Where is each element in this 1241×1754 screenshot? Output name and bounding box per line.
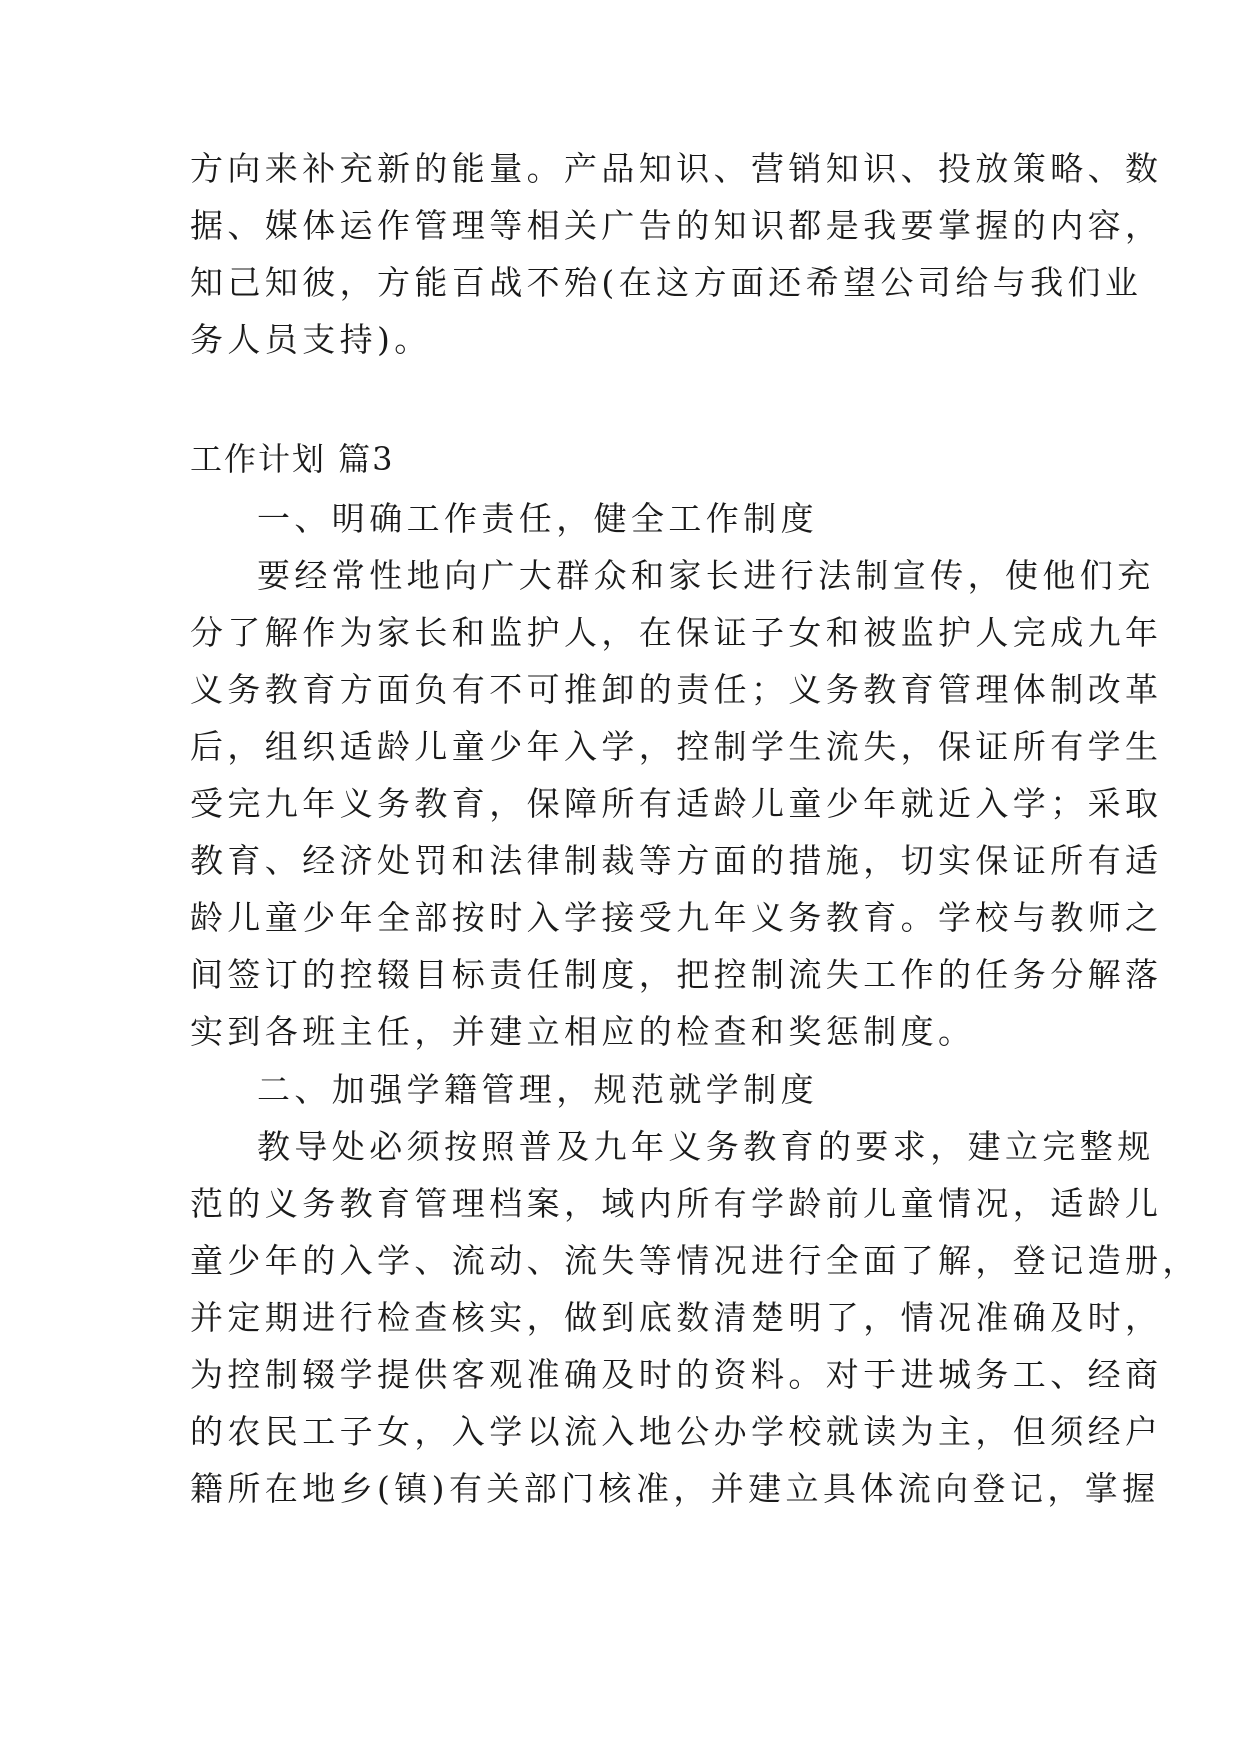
- paragraph-line: 分了解作为家长和监护人，在保证子女和被监护人完成九年: [190, 613, 1163, 652]
- paragraph-line: 并定期进行检查核实，做到底数清楚明了，情况准确及时，: [190, 1298, 1163, 1337]
- item2-heading: 二、加强学籍管理，规范就学制度: [257, 1070, 818, 1109]
- paragraph-line: 义务教育方面负有不可推卸的责任；义务教育管理体制改革: [190, 670, 1163, 709]
- paragraph-line: 教育、经济处罚和法律制裁等方面的措施，切实保证所有适: [190, 841, 1163, 880]
- paragraph-line: 教导处必须按照普及九年义务教育的要求，建立完整规: [257, 1127, 1155, 1166]
- paragraph-line: 受完九年义务教育，保障所有适龄儿童少年就近入学；采取: [190, 784, 1163, 823]
- paragraph-line: 范的义务教育管理档案，域内所有学龄前儿童情况，适龄儿: [190, 1184, 1163, 1223]
- paragraph-line: 实到各班主任，并建立相应的检查和奖惩制度。: [190, 1012, 976, 1051]
- paragraph-line: 要经常性地向广大群众和家长进行法制宣传，使他们充: [257, 556, 1155, 595]
- paragraph-line: 龄儿童少年全部按时入学接受九年义务教育。学校与教师之: [190, 898, 1163, 937]
- paragraph-line: 为控制辍学提供客观准确及时的资料。对于进城务工、经商: [190, 1355, 1163, 1394]
- paragraph-line: 据、媒体运作管理等相关广告的知识都是我要掌握的内容，: [190, 206, 1163, 245]
- paragraph-line: 务人员支持)。: [190, 320, 432, 359]
- paragraph-line: 的农民工子女，入学以流入地公办学校就读为主，但须经户: [190, 1412, 1163, 1451]
- paragraph-line: 后，组织适龄儿童少年入学，控制学生流失，保证所有学生: [190, 727, 1163, 766]
- section-title: 工作计划 篇3: [190, 440, 395, 478]
- paragraph-line: 童少年的入学、流动、流失等情况进行全面了解，登记造册，: [190, 1241, 1200, 1280]
- paragraph-line: 籍所在地乡(镇)有关部门核准，并建立具体流向登记，掌握: [190, 1469, 1160, 1508]
- item1-heading: 一、明确工作责任，健全工作制度: [257, 499, 818, 538]
- paragraph-line: 间签订的控辍目标责任制度，把控制流失工作的任务分解落: [190, 955, 1163, 994]
- paragraph-line: 知己知彼，方能百战不殆(在这方面还希望公司给与我们业: [190, 263, 1143, 302]
- paragraph-line: 方向来补充新的能量。产品知识、营销知识、投放策略、数: [190, 149, 1163, 188]
